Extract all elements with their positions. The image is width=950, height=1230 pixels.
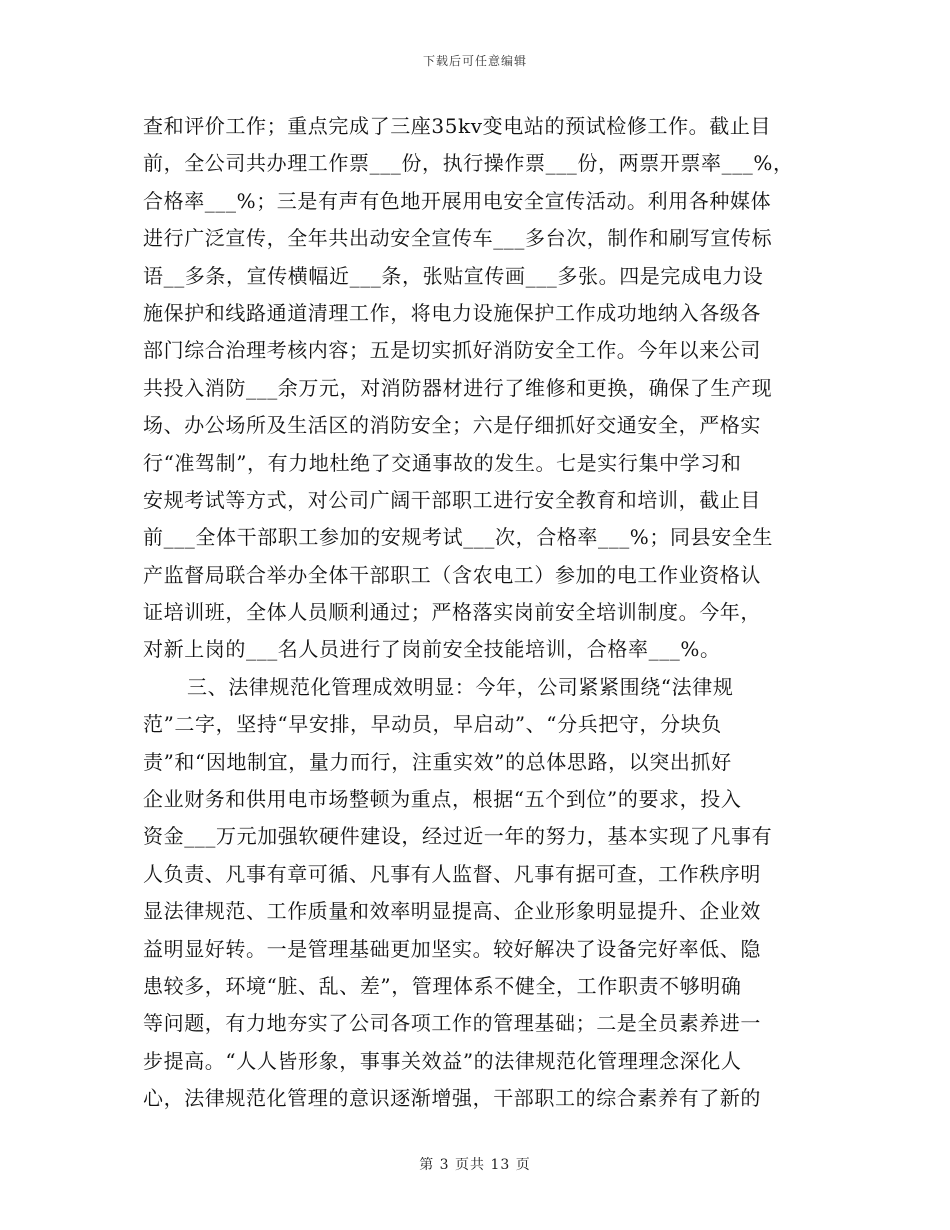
body-line: 行“准驾制”，有力地杜绝了交通事故的发生。七是实行集中学习和 [143, 450, 742, 475]
body-line: 对新上岗的___名人员进行了岗前安全技能培训，合格率___%。 [143, 637, 721, 662]
body-line: 前___全体干部职工参加的安规考试___次，合格率___%；同县安全生 [143, 525, 774, 550]
page-number: 第 3 页共 13 页 [419, 1157, 531, 1173]
body-line: 安规考试等方式，对公司广阔干部职工进行安全教育和培训，截止目 [143, 487, 761, 512]
body-line: 合格率___%；三是有声有色地开展用电安全宣传活动。利用各种媒体 [143, 188, 772, 213]
body-line: 进行广泛宣传，全年共出动安全宣传车___多台次，制作和刷写宣传标 [143, 226, 773, 251]
body-line: 资金___万元加强软硬件建设，经过近一年的努力，基本实现了凡事有 [143, 824, 773, 849]
body-line: 患较多，环境“脏、乱、差”，管理体系不健全，工作职责不够明确 [143, 973, 742, 998]
body-line: 证培训班，全体人员顺利通过；严格落实岗前安全培训制度。今年， [143, 600, 761, 625]
body-line: 益明显好转。一是管理基础更加坚实。较好解决了设备完好率低、隐 [143, 936, 761, 961]
body-line: 心，法律规范化管理的意识逐渐增强，干部职工的综合素养有了新的 [143, 1086, 761, 1111]
body-line: 部门综合治理考核内容；五是切实抓好消防安全工作。今年以来公司 [143, 338, 761, 363]
body-line: 产监督局联合举办全体干部职工（含农电工）参加的电工作业资格认 [143, 562, 761, 587]
page-header: 下载后可任意编辑 [422, 54, 527, 68]
body-line: 范”二字，坚持“早安排，早动员，早启动”、“分兵把守，分块负 [143, 712, 722, 737]
body-line: 责”和“因地制宜，量力而行，注重实效”的总体思路，以突出抓好 [143, 749, 732, 774]
body-line: 语__多条，宣传横幅近___条，张贴宣传画___多张。四是完成电力设 [143, 263, 764, 288]
body-line: 企业财务和供用电市场整顿为重点，根据“五个到位”的要求，投入 [143, 787, 742, 812]
body-line: 人负责、凡事有章可循、凡事有人监督、凡事有据可查，工作秩序明 [143, 861, 761, 886]
body-line: 施保护和线路通道清理工作，将电力设施保护工作成功地纳入各级各 [143, 300, 761, 325]
body-line: 步提高。“人人皆形象，事事关效益”的法律规范化管理理念深化人 [143, 1048, 742, 1073]
body-line: 共投入消防___余万元，对消防器材进行了维修和更换，确保了生产现 [143, 375, 773, 400]
document-body [143, 108, 807, 1118]
body-line: 前，全公司共办理工作票___份，执行操作票___份，两票开票率___%， [143, 151, 794, 176]
body-line: 等问题，有力地夯实了公司各项工作的管理基础；二是全员素养进一 [143, 1011, 761, 1036]
section-heading-line: 三、法律规范化管理成效明显：今年，公司紧紧围绕“法律规 [187, 674, 734, 699]
body-line: 显法律规范、工作质量和效率明显提高、企业形象明显提升、企业效 [143, 899, 761, 924]
body-line: 场、办公场所及生活区的消防安全；六是仔细抓好交通安全，严格实 [143, 413, 761, 438]
body-line: 查和评价工作；重点完成了三座35kv变电站的预试检修工作。截止目 [143, 114, 772, 138]
